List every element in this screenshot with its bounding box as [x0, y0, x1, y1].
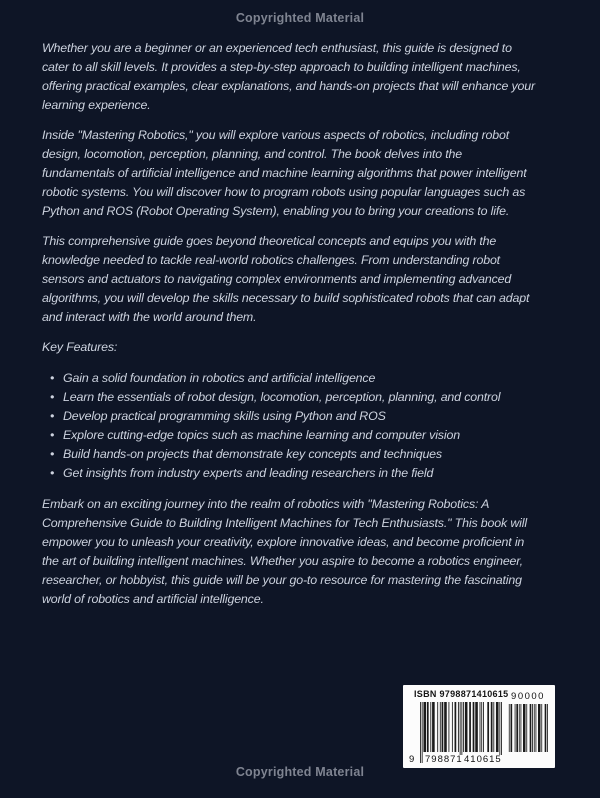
- barcode-panel: [403, 685, 555, 768]
- key-features-heading: Key Features:: [42, 340, 118, 354]
- key-feature-item: • Build hands-on projects that demonstrate key concepts and techniques: [63, 445, 536, 464]
- closing-paragraph: Embark on an exciting journey into the realm of robotics with "Mastering Robotics: A Comprehensive Guide to Building Intelligent Machines for Tech Enthusiasts." This book will empower you to unleash your creativity, explore innovative ideas, and become proficient in the art of building intelligent machines. Whether you aspire to become a robotics engineer, researcher, or hobbyist, this guide will be your go-to resource for mastering the fascinating world of robotics and artificial intelligence.: [42, 497, 527, 606]
- barcode-digit-lead: 9: [409, 754, 415, 765]
- isbn-label: ISBN 9798871410615: [414, 689, 509, 699]
- addon-price-code: 90000: [511, 691, 545, 702]
- ean5-addon: [508, 691, 548, 752]
- ean5-addon-bars: [508, 704, 548, 752]
- back-cover-text: [42, 39, 536, 620]
- key-feature-item: • Get insights from industry experts and leading researchers in the field: [63, 464, 536, 483]
- key-feature-item: • Learn the essentials of robot design, locomotion, perception, planning, and control: [63, 388, 536, 407]
- intro-paragraph: Whether you are a beginner or an experienced tech enthusiast, this guide is designed to cater to all skill levels. It provides a step-by-step approach to building intelligent machines, offering practical examples, clear explanations, and hands-on projects that will enhance your learning experience.: [42, 41, 535, 112]
- key-feature-item: • Explore cutting-edge topics such as machine learning and computer vision: [63, 426, 536, 445]
- inside-book-paragraph: Inside "Mastering Robotics," you will explore various aspects of robotics, including robot design, locomotion, perception, planning, and control. The book delves into the fundamentals of artificial intelligence and machine learning algorithms that power intelligent robotic systems. You will discover how to program robots using popular languages such as Python and ROS (Robot Operating System), enabling you to bring your creations to life.: [42, 128, 527, 218]
- key-features-list: [42, 369, 536, 483]
- guide-scope-paragraph: This comprehensive guide goes beyond theoretical concepts and equips you with the knowledge needed to tackle real-world robotics challenges. From understanding robot sensors and actuators to navigating complex environments and implementing advanced algorithms, you will develop the skills necessary to build sophisticated robots that can adapt and interact with the world around them.: [42, 234, 530, 324]
- barcode-digit-group-2: 410615: [464, 754, 502, 765]
- copyright-banner-bottom: Copyrighted Material: [235, 765, 365, 779]
- copyright-banner-top: Copyrighted Material: [235, 11, 365, 25]
- ean13-barcode: [409, 702, 502, 765]
- key-feature-item: • Gain a solid foundation in robotics and artificial intelligence: [63, 369, 536, 388]
- key-feature-item: • Develop practical programming skills using Python and ROS: [63, 407, 536, 426]
- barcode-digit-group-1: 798871: [425, 754, 463, 765]
